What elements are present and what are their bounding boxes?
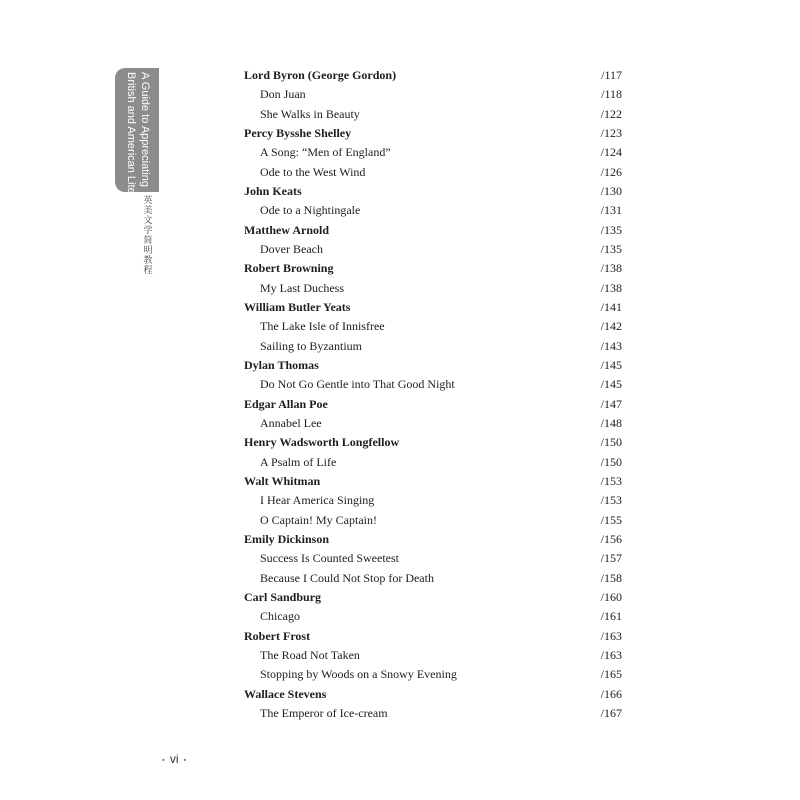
toc-entry-page: /148 bbox=[600, 415, 622, 430]
toc-entry-page: /135 bbox=[600, 241, 622, 256]
toc-poem-entry[interactable] bbox=[244, 105, 624, 124]
toc-entry-page: /147 bbox=[600, 396, 622, 411]
toc-entry-page: /145 bbox=[600, 377, 622, 392]
toc-entry-title: Chicago bbox=[260, 609, 300, 624]
toc-entry-page: /130 bbox=[600, 183, 622, 198]
toc-entry-title: Emily Dickinson bbox=[244, 531, 330, 546]
toc-entry-page: /158 bbox=[600, 570, 622, 585]
toc-entry-title: A Song: “Men of England” bbox=[260, 145, 391, 160]
toc-entry-page: /153 bbox=[600, 493, 622, 508]
toc-poem-entry[interactable] bbox=[244, 549, 624, 568]
toc-entry-page: /167 bbox=[600, 705, 622, 720]
page-number: vi bbox=[169, 752, 179, 766]
toc-entry-title: Don Juan bbox=[260, 87, 306, 102]
toc-poet-entry[interactable] bbox=[244, 259, 624, 278]
toc-poem-entry[interactable] bbox=[244, 85, 624, 104]
toc-entry-title: William Butler Yeats bbox=[244, 299, 351, 314]
toc-entry-page: /138 bbox=[600, 261, 622, 276]
toc-poet-entry[interactable] bbox=[244, 433, 624, 452]
toc-poet-entry[interactable] bbox=[244, 588, 624, 607]
toc-entry-page: /160 bbox=[600, 589, 622, 604]
toc-entry-page: /163 bbox=[600, 628, 622, 643]
toc-poet-entry[interactable] bbox=[244, 356, 624, 375]
toc-entry-page: /135 bbox=[600, 222, 622, 237]
toc-entry-title: She Walks in Beauty bbox=[260, 106, 360, 121]
toc-entry-page: /138 bbox=[600, 280, 622, 295]
toc-poet-entry[interactable] bbox=[244, 124, 624, 143]
toc-poem-entry[interactable] bbox=[244, 665, 624, 684]
toc-poem-entry[interactable] bbox=[244, 569, 624, 588]
toc-entry-page: /131 bbox=[600, 203, 622, 218]
toc-entry-title: Edgar Allan Poe bbox=[244, 396, 328, 411]
toc-entry-page: /126 bbox=[600, 164, 622, 179]
toc-entry-title: Success Is Counted Sweetest bbox=[260, 551, 399, 566]
footer-dot-right: • bbox=[183, 755, 187, 765]
toc-poem-entry[interactable] bbox=[244, 414, 624, 433]
toc-entry-page: /145 bbox=[600, 357, 622, 372]
toc-poem-entry[interactable] bbox=[244, 704, 624, 723]
toc-poem-entry[interactable] bbox=[244, 646, 624, 665]
toc-poem-entry[interactable] bbox=[244, 143, 624, 162]
toc-entry-title: Dylan Thomas bbox=[244, 357, 319, 372]
toc-poet-entry[interactable] bbox=[244, 66, 624, 85]
toc-entry-page: /124 bbox=[600, 145, 622, 160]
side-chinese-title: 英美文学简明教程 bbox=[143, 196, 153, 276]
toc-entry-title: Matthew Arnold bbox=[244, 222, 329, 237]
toc-entry-title: Ode to a Nightingale bbox=[260, 203, 361, 218]
toc-entry-page: /161 bbox=[600, 609, 622, 624]
toc-entry-page: /156 bbox=[600, 531, 622, 546]
toc-entry-page: /166 bbox=[600, 686, 622, 701]
toc-entry-title: Ode to the West Wind bbox=[260, 164, 366, 179]
toc-entry-title: Annabel Lee bbox=[260, 415, 322, 430]
toc-entry-page: /165 bbox=[600, 667, 622, 682]
toc-entry-page: /118 bbox=[601, 87, 622, 102]
toc-poem-entry[interactable] bbox=[244, 491, 624, 510]
toc-poem-entry[interactable] bbox=[244, 375, 624, 394]
toc-entry-page: /163 bbox=[600, 647, 622, 662]
side-title-line2: British and American Literature bbox=[125, 72, 137, 223]
toc-entry-title: The Lake Isle of Innisfree bbox=[260, 319, 385, 334]
toc-poem-entry[interactable] bbox=[244, 163, 624, 182]
toc-entry-title: Robert Browning bbox=[244, 261, 334, 276]
toc-entry-title: The Emperor of Ice-cream bbox=[260, 705, 388, 720]
footer-dot-left: • bbox=[162, 755, 165, 765]
toc-entry-title: Wallace Stevens bbox=[244, 686, 327, 701]
toc-entry-title: Walt Whitman bbox=[244, 473, 321, 488]
toc-entry-title: A Psalm of Life bbox=[260, 454, 337, 469]
toc-entry-page: /142 bbox=[600, 319, 622, 334]
toc-entry-title: Percy Bysshe Shelley bbox=[244, 125, 352, 140]
side-tab-english-title bbox=[116, 68, 160, 223]
toc-entry-page: /122 bbox=[600, 106, 622, 121]
toc-entry-page: /153 bbox=[600, 473, 622, 488]
toc-entry-title: Because I Could Not Stop for Death bbox=[260, 570, 434, 585]
toc-poet-entry[interactable] bbox=[244, 472, 624, 491]
toc-poem-entry[interactable] bbox=[244, 317, 624, 336]
toc-poem-entry[interactable] bbox=[244, 607, 624, 626]
table-of-contents bbox=[244, 66, 624, 723]
toc-entry-title: I Hear America Singing bbox=[260, 493, 375, 508]
toc-poet-entry[interactable] bbox=[244, 685, 624, 704]
toc-poem-entry[interactable] bbox=[244, 279, 624, 298]
toc-entry-page: /157 bbox=[600, 551, 622, 566]
toc-poem-entry[interactable] bbox=[244, 201, 624, 220]
toc-poet-entry[interactable] bbox=[244, 221, 624, 240]
toc-entry-page: /141 bbox=[600, 299, 622, 314]
toc-entry-title: John Keats bbox=[244, 183, 302, 198]
toc-poem-entry[interactable] bbox=[244, 240, 624, 259]
toc-poet-entry[interactable] bbox=[244, 182, 624, 201]
toc-entry-title: Sailing to Byzantium bbox=[260, 338, 362, 353]
toc-entry-page: /117 bbox=[601, 68, 622, 82]
toc-entry-page: /150 bbox=[600, 454, 622, 469]
toc-entry-title: Lord Byron (George Gordon) bbox=[244, 68, 397, 82]
toc-entry-title: The Road Not Taken bbox=[260, 647, 360, 662]
toc-entry-title: Carl Sandburg bbox=[244, 589, 322, 604]
toc-poet-entry[interactable] bbox=[244, 395, 624, 414]
toc-poet-entry[interactable] bbox=[244, 627, 624, 646]
toc-entry-page: /155 bbox=[600, 512, 622, 527]
toc-entry-title: Stopping by Woods on a Snowy Evening bbox=[260, 667, 457, 682]
toc-poet-entry[interactable] bbox=[244, 298, 624, 317]
toc-poem-entry[interactable] bbox=[244, 511, 624, 530]
toc-entry-title: Do Not Go Gentle into That Good Night bbox=[260, 377, 455, 392]
toc-entry-title: My Last Duchess bbox=[260, 280, 344, 295]
toc-entry-page: /150 bbox=[600, 435, 622, 450]
toc-poet-entry[interactable] bbox=[244, 530, 624, 549]
toc-entry-title: O Captain! My Captain! bbox=[260, 512, 377, 527]
toc-poem-entry[interactable] bbox=[244, 453, 624, 472]
side-title-line1: A Guide to Appreciating bbox=[139, 72, 151, 187]
toc-entry-page: /143 bbox=[600, 338, 622, 353]
toc-entry-page: /123 bbox=[600, 125, 622, 140]
toc-entry-title: Henry Wadsworth Longfellow bbox=[244, 435, 400, 450]
toc-entry-title: Dover Beach bbox=[260, 241, 323, 256]
page-footer bbox=[162, 752, 186, 766]
toc-poem-entry[interactable] bbox=[244, 337, 624, 356]
toc-entry-title: Robert Frost bbox=[244, 628, 311, 643]
